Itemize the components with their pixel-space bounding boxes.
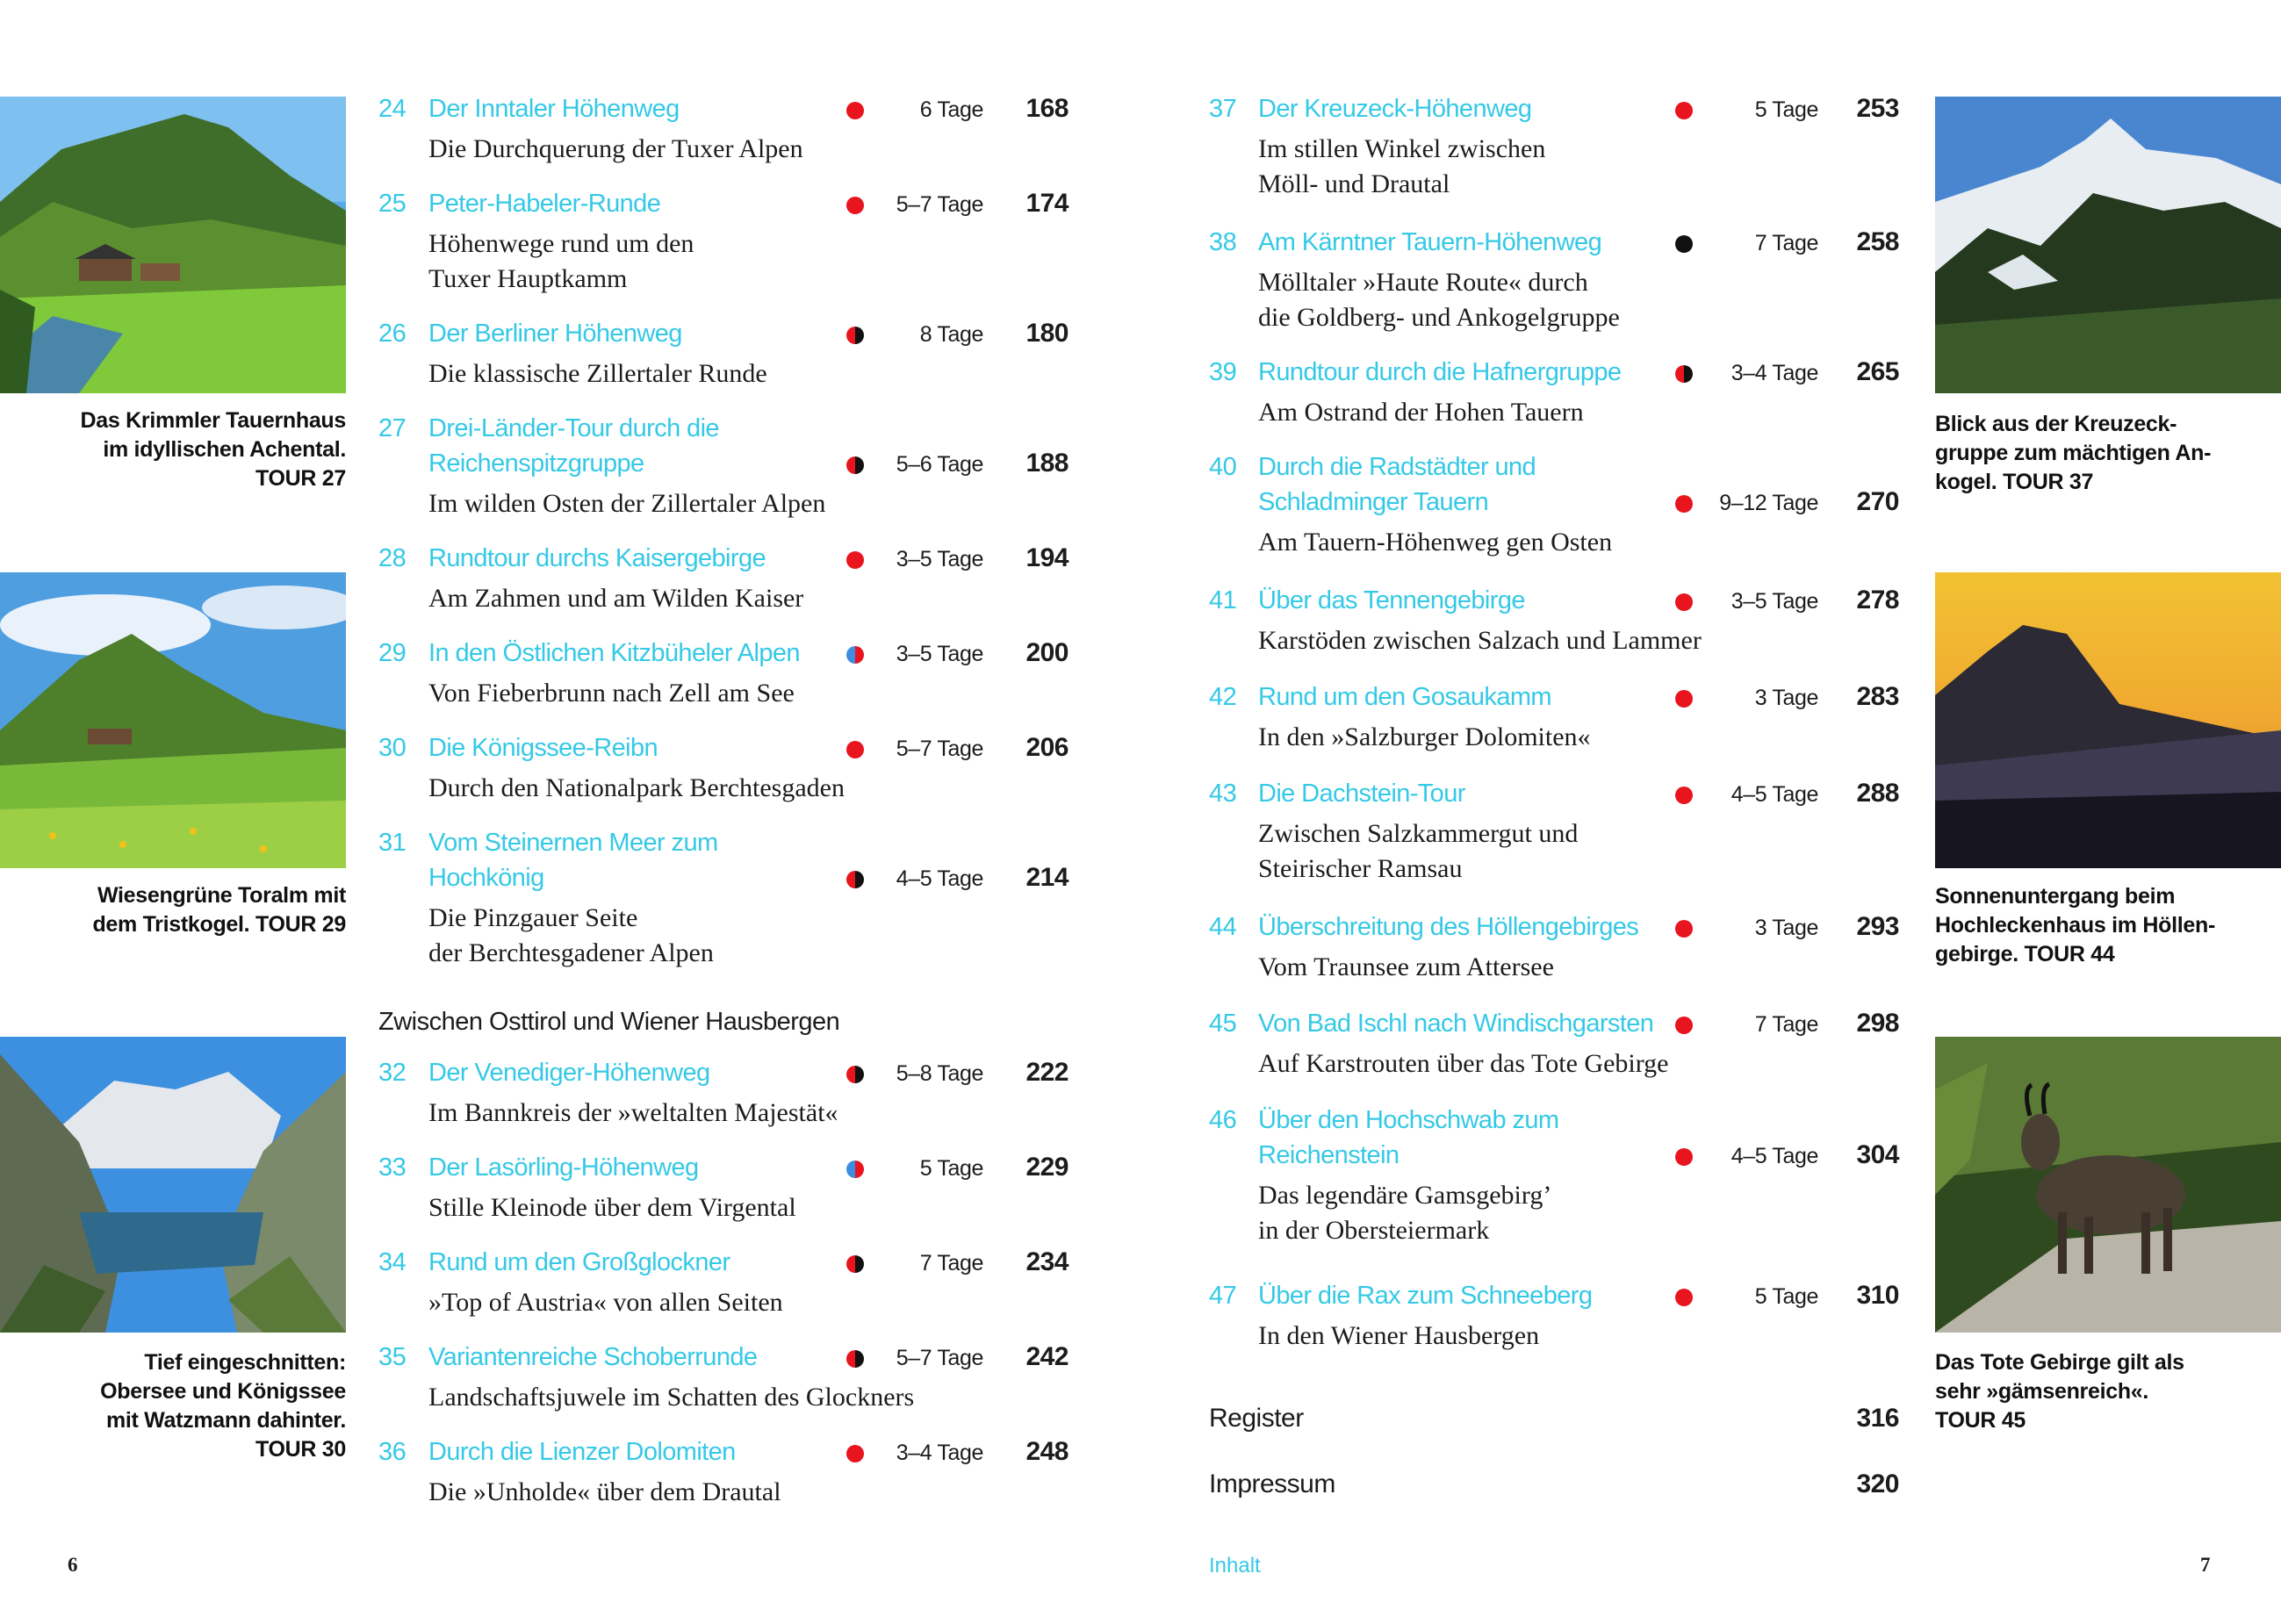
entry-subtitle: Am Tauern-Höhenweg gen Osten: [1258, 528, 1613, 557]
entry-title[interactable]: In den Östlichen Kitzbüheler Alpen: [428, 639, 800, 667]
caption-obersee: [35, 1348, 346, 1464]
entry-duration: 8 Tage: [919, 322, 983, 347]
entry-subtitle: Höhenwege rund um den: [428, 229, 694, 258]
entry-title[interactable]: Drei-Länder-Tour durch die: [428, 414, 719, 442]
entry-page-number[interactable]: 180: [1025, 319, 1069, 348]
entry-number: 37: [1209, 95, 1237, 123]
entry-subtitle: der Berchtesgadener Alpen: [428, 938, 714, 967]
entry-title[interactable]: Der Kreuzeck-Höhenweg: [1258, 95, 1532, 123]
entry-duration: 5 Tage: [1754, 1284, 1818, 1309]
register-page: 316: [1856, 1404, 1899, 1433]
caption-gams: [1935, 1348, 2269, 1435]
caption-line: gruppe zum mächtigen An-: [1935, 441, 2212, 465]
entry-title[interactable]: Hochkönig: [428, 864, 544, 892]
entry-subtitle: Von Fieberbrunn nach Zell am See: [428, 679, 795, 708]
entry-duration: 3–4 Tage: [896, 1441, 983, 1465]
caption-line: Blick aus der Kreuzeck-: [1935, 412, 2177, 436]
entry-subtitle: Zwischen Salzkammergut und: [1258, 819, 1579, 848]
entry-number: 47: [1209, 1282, 1237, 1310]
entry-number: 34: [378, 1248, 407, 1276]
entry-duration: 4–5 Tage: [1731, 1144, 1818, 1168]
entry-title[interactable]: Die Dachstein-Tour: [1258, 780, 1465, 808]
entry-page-number[interactable]: 248: [1025, 1437, 1069, 1466]
entry-page-number[interactable]: 253: [1856, 94, 1899, 123]
caption-sonnenuntergang: [1935, 882, 2269, 969]
left-page-number: 6: [68, 1554, 78, 1576]
entry-title[interactable]: Überschreitung des Höllengebirges: [1258, 913, 1639, 941]
entry-duration: 9–12 Tage: [1719, 491, 1818, 515]
entry-number: 41: [1209, 586, 1237, 614]
entry-subtitle: Mölltaler »Haute Route« durch: [1258, 268, 1588, 297]
entry-subtitle: Tuxer Hauptkamm: [428, 264, 628, 293]
entry-page-number[interactable]: 258: [1856, 227, 1899, 256]
caption-toralm: [35, 881, 346, 939]
caption-line: Wiesengrüne Toralm mit: [97, 883, 346, 908]
entry-duration: 7 Tage: [1754, 1012, 1818, 1037]
entry-title[interactable]: Durch die Lienzer Dolomiten: [428, 1438, 736, 1466]
entry-subtitle: in der Obersteiermark: [1258, 1216, 1490, 1245]
entry-subtitle: In den »Salzburger Dolomiten«: [1258, 722, 1591, 751]
caption-kreuzeck: [1935, 410, 2269, 497]
entry-duration: 5–8 Tage: [896, 1061, 983, 1086]
entry-subtitle: Im wilden Osten der Zillertaler Alpen: [428, 489, 826, 518]
caption-line: Hochleckenhaus im Höllen-: [1935, 913, 2215, 938]
entry-duration: 5 Tage: [1754, 97, 1818, 122]
entry-page-number[interactable]: 298: [1856, 1009, 1899, 1038]
entry-subtitle: Am Ostrand der Hohen Tauern: [1258, 398, 1584, 427]
entry-number: 32: [378, 1059, 407, 1087]
entry-subtitle: Das legendäre Gamsgebirg’: [1258, 1181, 1552, 1210]
entry-number: 26: [378, 320, 407, 348]
caption-line: gebirge. TOUR 44: [1935, 942, 2115, 966]
entry-title[interactable]: Die Königssee-Reibn: [428, 734, 658, 762]
entry-page-number[interactable]: 229: [1025, 1153, 1069, 1182]
entry-title[interactable]: Der Lasörling-Höhenweg: [428, 1153, 699, 1182]
entry-duration: 3–5 Tage: [896, 547, 983, 571]
photo-sonnenuntergang: [1935, 572, 2281, 868]
entry-subtitle: Landschaftsjuwele im Schatten des Glockners: [428, 1383, 915, 1412]
entry-title[interactable]: Rund um den Gosaukamm: [1258, 683, 1551, 711]
entry-duration: 5–7 Tage: [896, 737, 983, 761]
entry-title[interactable]: Variantenreiche Schoberrunde: [428, 1343, 758, 1371]
impressum-page: 320: [1856, 1470, 1899, 1498]
entry-number: 36: [378, 1438, 407, 1466]
entry-page-number[interactable]: 200: [1025, 638, 1069, 667]
entry-title[interactable]: Rundtour durch die Hafnergruppe: [1258, 358, 1622, 386]
entry-subtitle: In den Wiener Hausbergen: [1258, 1321, 1540, 1350]
right-page-number: 7: [2200, 1554, 2211, 1576]
entry-page-number[interactable]: 283: [1856, 682, 1899, 711]
section-heading: Zwischen Osttirol und Wiener Hausbergen: [378, 1008, 840, 1036]
caption-line: TOUR 30: [255, 1437, 346, 1462]
entry-title[interactable]: Am Kärntner Tauern-Höhenweg: [1258, 228, 1602, 256]
impressum-label[interactable]: Impressum: [1209, 1470, 1335, 1498]
caption-line: dem Tristkogel. TOUR 29: [92, 912, 346, 937]
photo-krimmler-tauernhaus: [0, 97, 346, 393]
entry-number: 29: [378, 639, 407, 667]
entry-subtitle: Auf Karstrouten über das Tote Gebirge: [1258, 1049, 1669, 1078]
entry-number: 30: [378, 734, 407, 762]
caption-line: kogel. TOUR 37: [1935, 470, 2094, 494]
entry-title[interactable]: Reichenstein: [1258, 1141, 1400, 1169]
entry-subtitle: Durch den Nationalpark Berchtesgaden: [428, 773, 845, 802]
entry-title[interactable]: Rund um den Großglockner: [428, 1248, 730, 1276]
entry-page-number[interactable]: 265: [1856, 357, 1899, 386]
running-head: Inhalt: [1209, 1554, 1261, 1577]
entry-title[interactable]: Reichenspitzgruppe: [428, 449, 644, 478]
entry-title[interactable]: Schladminger Tauern: [1258, 488, 1489, 516]
entry-subtitle: Vom Traunsee zum Attersee: [1258, 952, 1554, 981]
caption-krimmler: [35, 406, 346, 493]
entry-title[interactable]: Der Inntaler Höhenweg: [428, 95, 680, 123]
entry-number: 33: [378, 1153, 407, 1182]
entry-duration: 3–4 Tage: [1731, 361, 1818, 385]
entry-duration: 4–5 Tage: [1731, 782, 1818, 807]
entry-duration: 5 Tage: [919, 1156, 983, 1181]
entry-subtitle: »Top of Austria« von allen Seiten: [428, 1288, 783, 1317]
entry-page-number[interactable]: 168: [1025, 94, 1069, 123]
entry-number: 31: [378, 829, 407, 857]
entry-number: 42: [1209, 683, 1237, 711]
entry-page-number[interactable]: 194: [1025, 543, 1069, 572]
entry-page-number[interactable]: 234: [1025, 1247, 1069, 1276]
entry-page-number[interactable]: 270: [1856, 487, 1899, 516]
entry-page-number[interactable]: 278: [1856, 586, 1899, 614]
photo-gams: [1935, 1037, 2281, 1333]
caption-line: im idyllischen Achental.: [103, 437, 346, 462]
entry-title[interactable]: Vom Steinernen Meer zum: [428, 829, 718, 857]
entry-title[interactable]: Der Venediger-Höhenweg: [428, 1059, 710, 1087]
entry-subtitle: die Goldberg- und Ankogelgruppe: [1258, 303, 1620, 332]
entry-subtitle: Die klassische Zillertaler Runde: [428, 359, 767, 388]
entry-title[interactable]: Über das Tennengebirge: [1258, 586, 1525, 614]
caption-line: sehr »gämsenreich«.: [1935, 1379, 2149, 1404]
entry-subtitle: Die Pinzgauer Seite: [428, 903, 638, 932]
entry-duration: 3–5 Tage: [896, 642, 983, 666]
entry-title[interactable]: Über den Hochschwab zum: [1258, 1106, 1559, 1134]
photo-kreuzeck: [1935, 97, 2281, 393]
entry-duration: 5–7 Tage: [896, 1346, 983, 1370]
entry-number: 44: [1209, 913, 1237, 941]
entry-subtitle: Die Durchquerung der Tuxer Alpen: [428, 134, 803, 163]
entry-subtitle: Am Zahmen und am Wilden Kaiser: [428, 584, 804, 613]
entry-title[interactable]: Peter-Habeler-Runde: [428, 190, 661, 218]
entry-title[interactable]: Über die Rax zum Schneeberg: [1258, 1282, 1593, 1310]
entry-number: 46: [1209, 1106, 1237, 1134]
entry-number: 38: [1209, 228, 1237, 256]
caption-line: Sonnenuntergang beim: [1935, 884, 2176, 909]
entry-page-number[interactable]: 206: [1025, 733, 1069, 762]
entry-duration: 5–7 Tage: [896, 192, 983, 217]
entry-duration: 5–6 Tage: [896, 452, 983, 477]
entry-subtitle: Stille Kleinode über dem Virgental: [428, 1193, 796, 1222]
photo-toralm: [0, 572, 346, 868]
entry-duration: 3–5 Tage: [1731, 589, 1818, 614]
caption-line: Das Krimmler Tauernhaus: [80, 408, 346, 433]
entry-page-number[interactable]: 242: [1025, 1342, 1069, 1371]
caption-line: TOUR 27: [255, 466, 346, 491]
entry-duration: 3 Tage: [1754, 916, 1818, 940]
entry-number: 27: [378, 414, 407, 442]
entry-duration: 7 Tage: [919, 1251, 983, 1275]
entry-number: 35: [378, 1343, 407, 1371]
entry-duration: 7 Tage: [1754, 231, 1818, 255]
register-label[interactable]: Register: [1209, 1404, 1304, 1433]
entry-page-number[interactable]: 222: [1025, 1058, 1069, 1087]
entry-number: 43: [1209, 780, 1237, 808]
caption-line: Tief eingeschnitten:: [144, 1350, 346, 1375]
caption-line: Das Tote Gebirge gilt als: [1935, 1350, 2184, 1375]
photo-obersee: [0, 1037, 346, 1333]
entry-title[interactable]: Der Berliner Höhenweg: [428, 320, 682, 348]
caption-line: mit Watzmann dahinter.: [105, 1408, 346, 1433]
entry-page-number[interactable]: 304: [1856, 1140, 1899, 1169]
entry-number: 39: [1209, 358, 1237, 386]
entry-duration: 3 Tage: [1754, 686, 1818, 710]
entry-page-number[interactable]: 174: [1025, 189, 1069, 218]
entry-number: 45: [1209, 1010, 1237, 1038]
entry-page-number[interactable]: 288: [1856, 779, 1899, 808]
entry-title[interactable]: Von Bad Ischl nach Windischgarsten: [1258, 1010, 1654, 1038]
entry-number: 25: [378, 190, 407, 218]
entry-page-number[interactable]: 293: [1856, 912, 1899, 941]
entry-number: 24: [378, 95, 407, 123]
caption-line: Obersee und Königssee: [100, 1379, 346, 1404]
entry-subtitle: Die »Unholde« über dem Drautal: [428, 1477, 781, 1506]
entry-title[interactable]: Durch die Radstädter und: [1258, 453, 1536, 481]
entry-page-number[interactable]: 188: [1025, 449, 1069, 478]
caption-line: TOUR 45: [1935, 1408, 2026, 1433]
entry-subtitle: Karstöden zwischen Salzach und Lammer: [1258, 626, 1702, 655]
entry-page-number[interactable]: 214: [1025, 863, 1069, 892]
entry-number: 28: [378, 544, 407, 572]
entry-page-number[interactable]: 310: [1856, 1281, 1899, 1310]
entry-subtitle: Möll- und Drautal: [1258, 169, 1450, 198]
entry-title[interactable]: Rundtour durchs Kaisergebirge: [428, 544, 766, 572]
entry-subtitle: Im Bannkreis der »weltalten Majestät«: [428, 1098, 838, 1127]
entry-duration: 6 Tage: [919, 97, 983, 122]
entry-number: 40: [1209, 453, 1237, 481]
entry-subtitle: Im stillen Winkel zwischen: [1258, 134, 1546, 163]
entry-duration: 4–5 Tage: [896, 866, 983, 891]
entry-subtitle: Steirischer Ramsau: [1258, 854, 1463, 883]
